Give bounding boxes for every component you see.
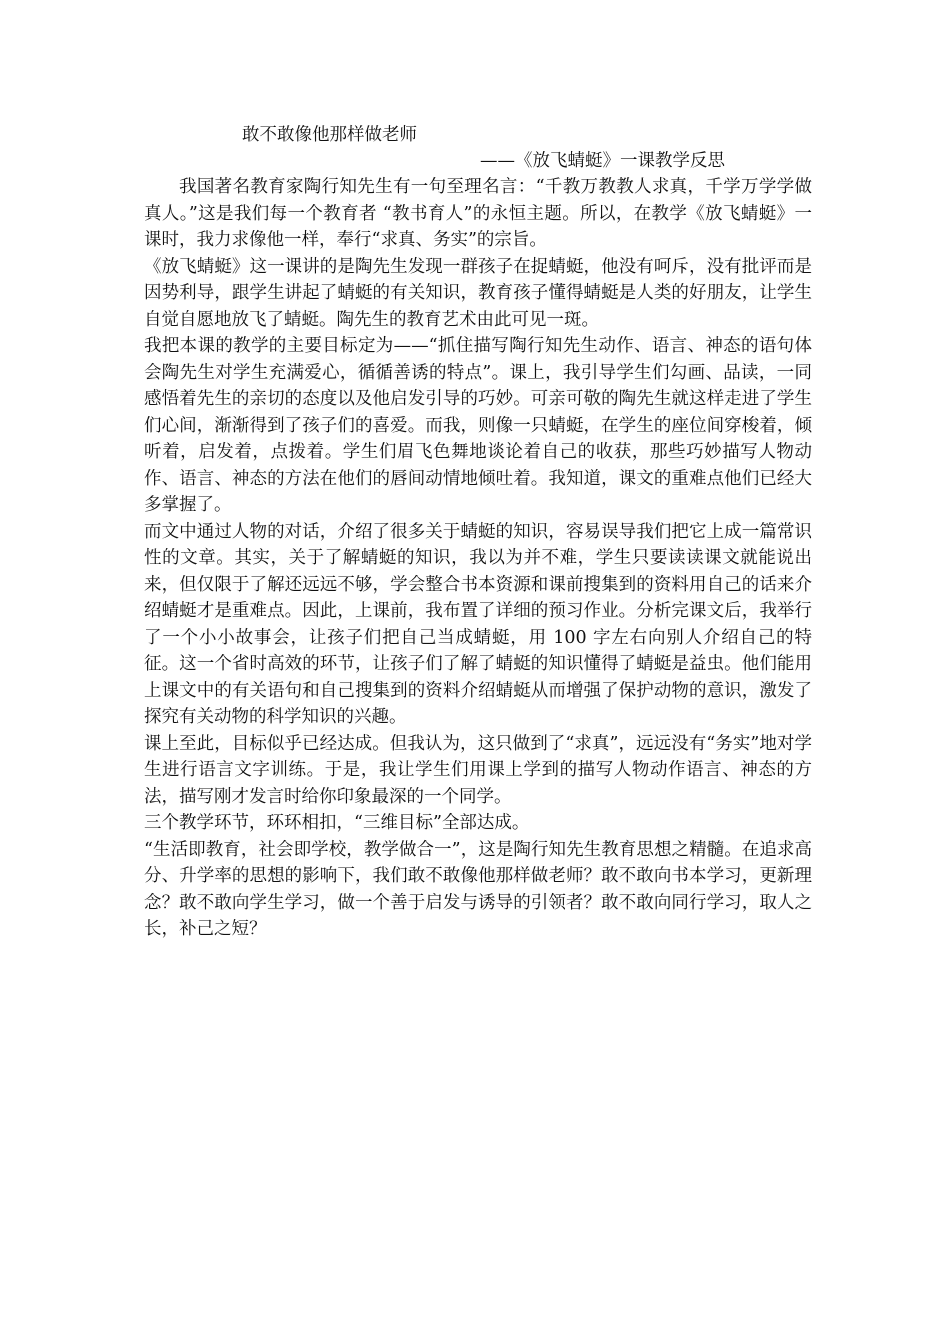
document-page (144, 122, 812, 943)
document-subtitle: ——《放飞蜻蜓》一课教学反思 (480, 151, 725, 171)
paragraph-dragonfly-knowledge: 而文中通过人物的对话，介绍了很多关于蜻蜓的知识，容易误导我们把它上成一篇常识性的文章。其实，关于了解蜻蜓的知识，我以为并不难，学生只要读读课文就能说出来，但仅限于了解还远远不够，学会整合书本资源和课前搜集到的资料用自己的话来介绍蜻蜓才是重难点。因此，上课前，我布置了详细的预习作业。分析完课文后，我举行了一个小小故事会，让孩子们把自己当成蜻蜓，用 100 字左右向别人介绍自己的特征。这一个省时高效的环节，让孩子们了解了蜻蜓的知识懂得了蜻蜓是益虫。他们能用上课文中的有关语句和自己搜集到的资料介绍蜻蜓从而增强了保护动物的意识，激发了探究有关动物的科学知识的兴趣。 (144, 521, 812, 727)
document-title: 敢不敢像他那样做老师 (242, 125, 417, 145)
paragraph-teaching-goal: 我把本课的教学的主要目标定为——“抓住描写陶行知先生动作、语言、神态的语句体会陶先生对学生充满爱心，循循善诱的特点”。课上，我引导学生们勾画、品读，一同感悟着先生的亲切的态度以及他启发引导的巧妙。可亲可敬的陶先生就这样走进了学生们心间，渐渐得到了孩子们的喜爱。而我，则像一只蜻蜓，在学生的座位间穿梭着，倾听着，启发着，点拨着。学生们眉飞色舞地谈论着自己的收获，那些巧妙描写人物动作、语言、神态的方法在他们的唇间动情地倾吐着。我知道，课文的重难点他们已经大多掌握了。 (144, 336, 812, 515)
paragraph-intro: 我国著名教育家陶行知先生有一句至理名言：“千教万教教人求真，千学万学学做真人。”这是我们每一个教育者 “教书育人”的永恒主题。所以，在教学《放飞蜻蜓》一课时，我力求像他一样，奉行“求真、务实”的宗旨。 (144, 177, 812, 250)
paragraph-three-goals: 三个教学环节，环环相扣，“三维目标”全部达成。 (144, 813, 530, 833)
paragraph-language-training: 课上至此，目标似乎已经达成。但我认为，这只做到了“求真”，远远没有“务实”地对学生进行语言文字训练。于是，我让学生们用课上学到的描写人物动作语言、神态的方法，描写刚才发言时给你印象最深的一个同学。 (144, 733, 812, 807)
paragraph-conclusion: “生活即教育，社会即学校，教学做合一”，这是陶行知先生教育思想之精髓。在追求高分、升学率的思想的影响下，我们敢不敢像他那样做老师？敢不敢向书本学习，更新理念？敢不敢向学生学习，做一个善于启发与诱导的引领者？敢不敢向同行学习，取人之长，补己之短？ (144, 839, 812, 939)
paragraph-lesson-summary: 《放飞蜻蜓》这一课讲的是陶先生发现一群孩子在捉蜻蜓，他没有呵斥，没有批评而是因势利导，跟学生讲起了蜻蜓的有关知识，教育孩子懂得蜻蜓是人类的好朋友，让学生自觉自愿地放飞了蜻蜓。陶先生的教育艺术由此可见一斑。 (144, 256, 812, 330)
